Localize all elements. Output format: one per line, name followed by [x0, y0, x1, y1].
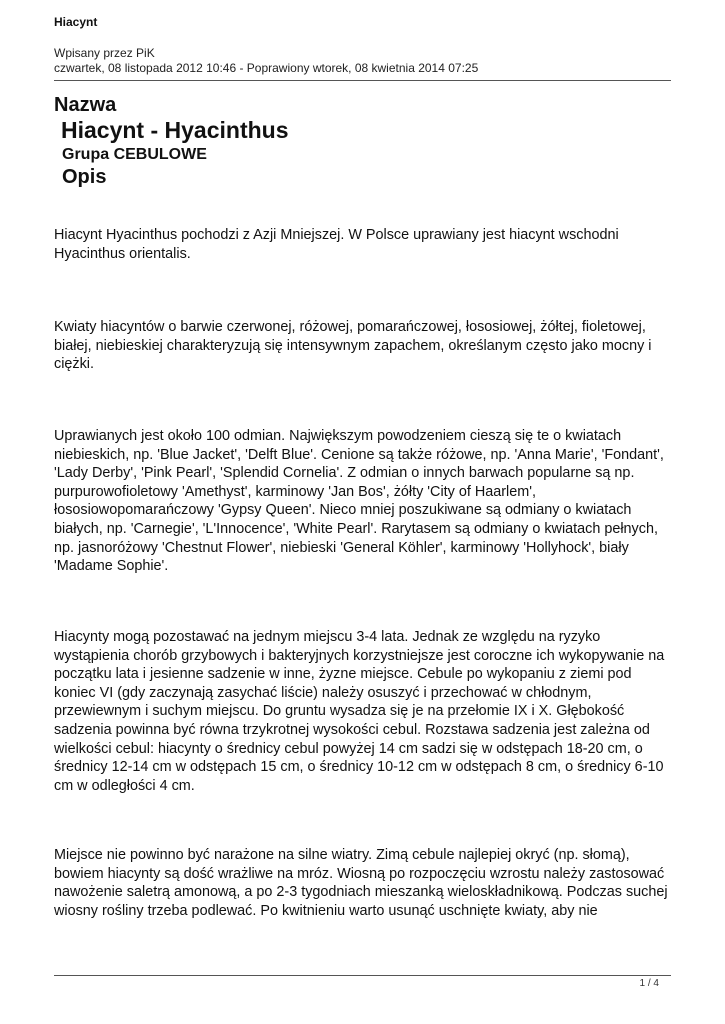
header-divider	[54, 80, 671, 81]
author-line: Wpisany przez PiK	[54, 46, 155, 60]
paragraph-flower-colors: Kwiaty hiacyntów o barwie czerwonej, różowej, pomarańczowej, łososiowej, żółtej, fioletowej, białej, niebieskiej charakteryzują się intensywnym zapachem, określanym często jako mocny i ciężki.	[54, 319, 652, 373]
section-name-heading: Nazwa	[54, 94, 117, 116]
paragraph-cultivation: Hiacynty mogą pozostawać na jednym miejscu 3-4 lata. Jednak ze względu na ryzyko wystąpienia chorób grzybowych i bakteryjnych korzystniejsze jest coroczne ich wykopywanie na początku lata i jesienne sadzenie w inne, żyzne miejsce. Cebule po wykopaniu z ziemi pod koniec VI (gdy zaczynają zasychać liście) należy osuszyć i przechować w chłodnym, przewiewnym i suchym miejscu. Do gruntu wysadza się je na przełomie IX i X. Głębokość sadzenia powinna być równa trzykrotnej wysokości cebul. Rozstawa sadzenia jest zależna od wielkości cebul: hiacynty o średnicy cebul powyżej 14 cm sadzi się w odstępach 18-20 cm, o średnicy 12-14 cm w odstępach 15 cm, o średnicy 10-12 cm w odstępach 8 cm, o średnicy 6-10 cm w odległości 4 cm.	[54, 629, 665, 794]
paragraph-care: Miejsce nie powinno być narażone na silne wiatry. Zimą cebule najlepiej okryć (np. słomą), bowiem hiacynty są dość wrażliwe na mróz. Wiosną po rozpoczęciu wzrostu należy zastosować nawożenie saletrą amonową, a po 2-3 tygodniach mieszanką wieloskładnikową. Podczas suchej wiosny rośliny trzeba podlewać. Po kwitnieniu warto usunąć uschnięte kwiaty, aby nie	[54, 847, 668, 919]
paragraph-origin: Hiacynt Hyacinthus pochodzi z Azji Mniejszej. W Polsce uprawiany jest hiacynt wschodni Hyacinthus orientalis.	[54, 227, 619, 262]
plant-group: Grupa CEBULOWE	[62, 146, 207, 163]
article-title: Hiacynt - Hyacinthus	[61, 117, 289, 143]
footer-divider	[54, 975, 671, 976]
page-number: 1 / 4	[639, 978, 659, 989]
description-heading: Opis	[62, 166, 107, 188]
date-line: czwartek, 08 listopada 2012 10:46 - Poprawiony wtorek, 08 kwietnia 2014 07:25	[54, 61, 479, 75]
paragraph-varieties: Uprawianych jest około 100 odmian. Największym powodzeniem cieszą się te o kwiatach niebieskich, np. 'Blue Jacket', 'Delft Blue'. Cenione są także różowe, np. 'Anna Marie', 'Fondant', 'Lady Derby', 'Pink Pearl', 'Splendid Cornelia'. Z odmian o innych barwach popularne są np. purpurowofioletowy 'Amethyst', karminowy 'Jan Bos', żółty 'City of Haarlem', łososiowopomarańczowy 'Gypsy Queen'. Nieco mniej poszukiwane są odmiany o kwiatach białych, np. 'Carnegie', 'L'Innocence', 'White Pearl'. Rarytasem są odmiany o kwiatach pełnych, np. jasnoróżowy 'Chestnut Flower', niebieski 'General Köhler', karminowy 'Hollyhock', biały 'Madame Sophie'.	[54, 428, 664, 575]
document-title: Hiacynt	[54, 15, 98, 29]
document-meta	[54, 46, 478, 76]
